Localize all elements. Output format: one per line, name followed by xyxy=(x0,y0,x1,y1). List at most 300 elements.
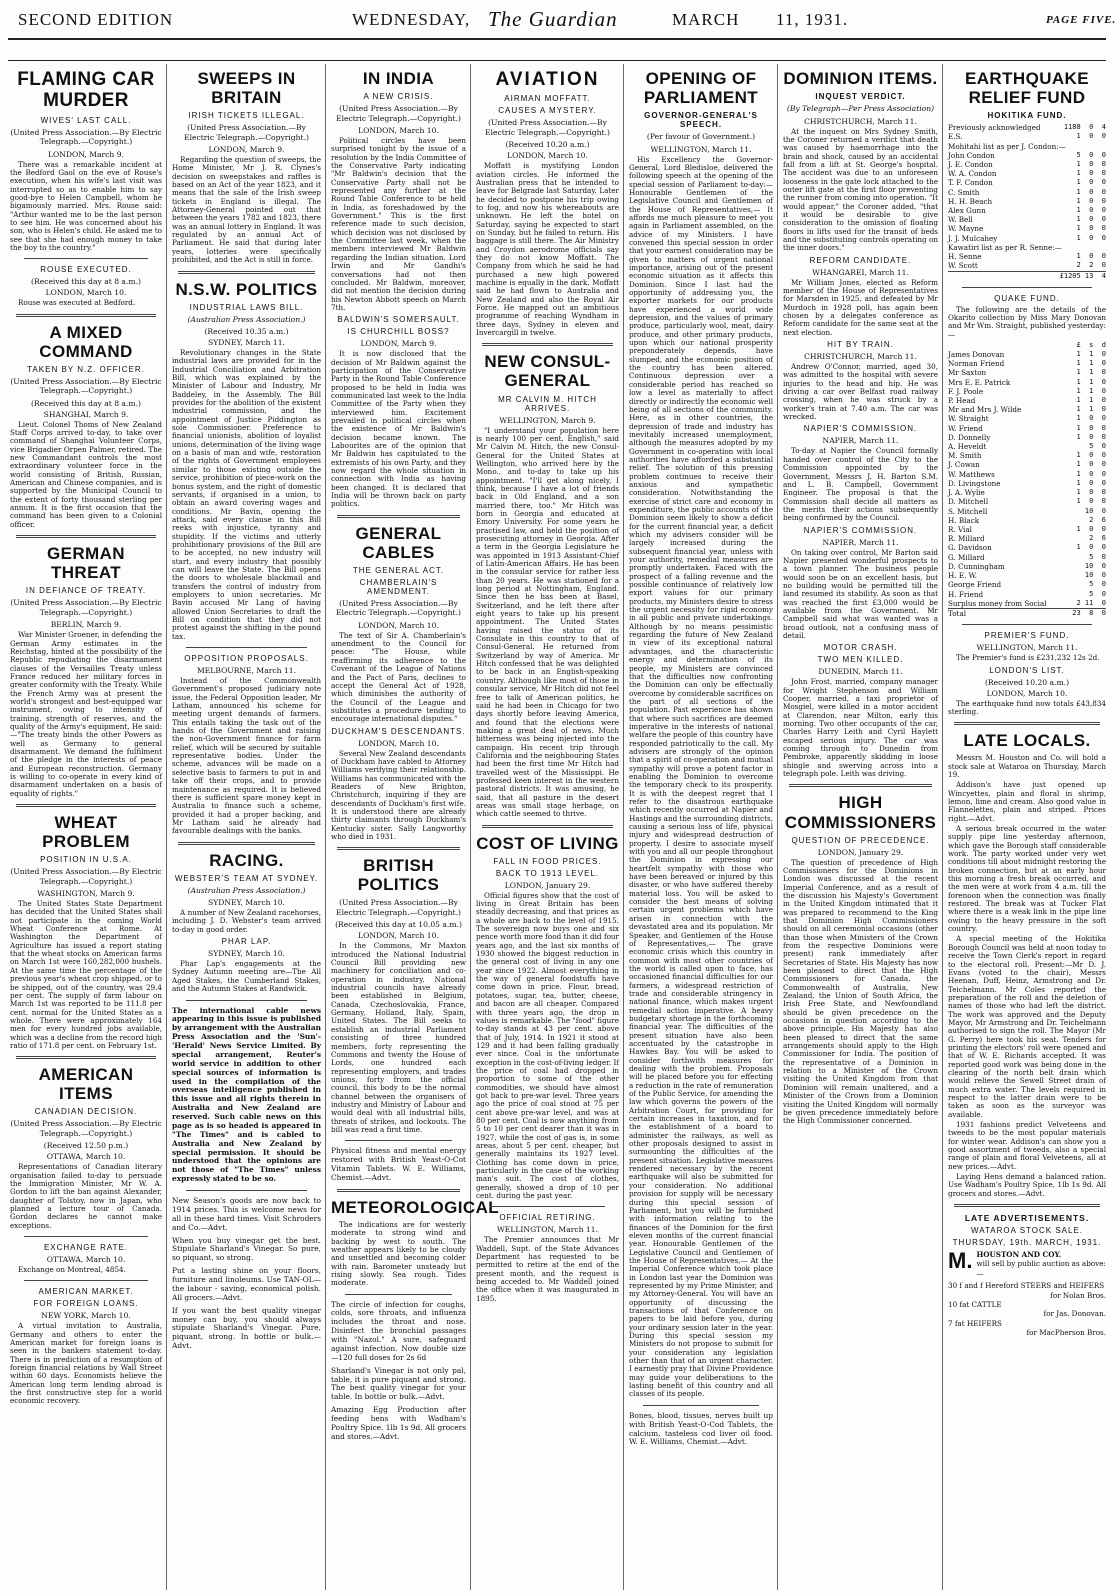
divider xyxy=(186,1000,307,1001)
divider xyxy=(337,1189,460,1192)
story-body: A virtual invitation to Australia, Germany and others to enter the American market for foreign loans is seen in the bankers statement to-day. There is in prediction of a resumption of foreign financial relations by Wall Street within 60 days. Economists believe the American long term lending abroad is the first constructive step for a world economic recovery. xyxy=(10,1321,162,1406)
lot-vendor: for MacPherson Bros. xyxy=(1026,1328,1106,1337)
dateline: WELLINGTON, March 9. xyxy=(499,415,596,425)
subscriber-name: James Donovan xyxy=(948,349,1005,359)
received-line: (Received 12.50 p.m.) xyxy=(43,1141,129,1151)
late-local-item: A special meeting of the Hokitika Borough Council was held at noon today to receive the Town Clerk's report in regard to the electoral roll. Present:—Mr D. J. Evans (voted to the chair), Messrs Heenan, Duff, Heinz, Armstrong and Dr. Teichelmann. Mr Coles reported the preparation of the roll and the deletion of names of those who had left the district. The work was approved and the Deputy Mayor, Mr Armstrong and Dr. Teichelmann authorised to sign the roll. The Mayor (Mr G. Perry) here took his seat. Tenders for printing the electors' roll were opened and that of W. E. Richards accepted. It was reported good work was being done in the clearing of the north belt drain which would relieve the Sewell Street drain of much extra water. The levels required in respect to the latter drain were to be taken as soon as the surveyor was available. xyxy=(948,934,1106,1119)
story-body: Mr William Jones, elected as Reform member of the House of Representatives for Marsden in 1925, and defeated by Mr Murdoch in 1928 poll, has again been chosen by a delegates conference as Reform candidate for the same seat at the next election. xyxy=(783,277,938,337)
column-1 xyxy=(6,64,166,1590)
dateline: LONDON, January 29. xyxy=(817,847,904,857)
masthead-rule xyxy=(8,38,1106,40)
subscription-line xyxy=(948,234,1106,243)
dateline: LONDON, March 9. xyxy=(360,339,437,349)
subscription-amount: 2 6 xyxy=(1089,515,1106,524)
late-local-item: A serious break occurred in the water supply pipe line yesterday afternoon, which gave the Borough staff considerable work. The party worked under very wet conditions till about midnight restoring the broken connection, but at an early hour this morning a fresh break occurred, and the men were at work from 4 a.m. till the forenoon when the connection was finally restored. The break was at Tucker Flat where there is a weak link in the pipe line owing to the heavy pressure in the soft country. xyxy=(948,824,1106,934)
subscription-line xyxy=(948,470,1106,479)
dateline: LONDON, March 10. xyxy=(358,620,439,630)
subscription-amount: 1188 0 4 xyxy=(1063,123,1106,132)
story-body: The text of Sir A. Chamberlain's amendment to the Council for peace: "The House, while reaffirming its adherence to the Covenant of the League of Nations and the Pact of Paris, declines to accept the General Act of 1928, which diminishes the authority of the Council of the League and substitutes a procedure tending to encourage international disputes." xyxy=(331,630,466,724)
subscriber-name: H. H. Beach xyxy=(948,196,993,206)
received-line: (Received 10.20 a.m.) xyxy=(984,677,1070,687)
subscription-amount: 2 6 xyxy=(1089,534,1106,543)
divider xyxy=(962,287,1092,288)
subscription-line xyxy=(948,359,1106,368)
story-reform-candidate xyxy=(783,256,938,337)
received-line: (Received 10.20 a.m.) xyxy=(505,140,590,150)
subscription-list xyxy=(948,350,1106,608)
story-body: War Minister Groener, in defending the German Army estimates in the Reichstag, hinted at the possibility of the Republic repudiating the disarmament clauses of the Versailles Treaty unless France reduced her military forces in greater conformity with the Treaty. While the French Army was at present the world's strongest and best-equipped war instrument, owing to intensity of training, strength of reserves, and the quality of the Army's equipment, He said:—"The treaty binds the other Powers as well as Germany to general disarmament. We demand the fulfilment of the pledge in the interests of peace and European reconstruction. Germany is willing to co-operate in every kind of disarmament undertaken on a basis of equality of rights." xyxy=(10,630,162,798)
story-body: Official figures show that the cost of living in Great Britain has been steadily decreasing, and that prices as a whole are back to the level of 1915. The sovereign now buys one and six pence worth more food than it did four years ago, and the last six months of 1930 showed the biggest reduction in the general cost of living in any one year since 1922. Almost everything in the way of general foodstuffs have come down in price. Flour, bread, potatoes, sugar, tea, butter, cheese, and bacon are all cheaper. Compared with three years ago, the drop in values is remarkable. The "food" figure to-day stands at 43 per cent. above that of July, 1914. In 1921 it stood at 129 and it had been falling gradually ever since. Coal is the unfortunate exception in the cost-of-living ledger. If the price of coal had dropped in proportion to some of the other commodities, we should have almost got back to pre-war level. Three years ago the price of coal stood at 75 per cent above pre-war level, and was at 80 per cent. Coal is now anything from 5 to 10 per cent dearer than it was in 1927, while the cost of gas is, in some areas, about 5 per cent. cheaper, but generally maintains its 1927 level. Clothing has come down in price, particularly in the case of the working man's suit. The cost of clothes, generally, showed a drop of 10 per cent. during the past year. xyxy=(476,890,619,1201)
story-body: On taking over control, Mr Barton said Napier presented wonderful prospects to a town planner. The business people would soon be on an excellent basis, but no building would be permitted till the land resumed its stability. As soon as that was reached the first £3,000 would be available from the Government. Mr Campbell said what was wanted was a broad outlook, not a confusing mass of detail. xyxy=(783,547,938,641)
subscriber-name: D. Donnelly xyxy=(948,432,991,442)
subscription-line xyxy=(948,178,1106,187)
story-napier-commission xyxy=(783,424,938,522)
story-rouse-executed xyxy=(10,265,162,307)
subscription-amount: 2 2 0 xyxy=(1076,261,1106,270)
story-german-threat xyxy=(10,544,162,798)
headline: WHEAT PROBLEM xyxy=(42,813,130,852)
divider xyxy=(178,842,315,845)
story-racing xyxy=(172,851,321,935)
advertisement: Amazing Egg Production after feeding hens with Wadham's Poultry Spice. 1lb 1s 9d. All grocers and stores.—Advt. xyxy=(331,1405,466,1441)
story-body: Phar Lap's engagements at the Sydney Autumn meeting are—The All Aged Stakes, the Cumberland Stakes, and the Autumn Stakes at Randwick. xyxy=(172,959,321,994)
divider xyxy=(16,535,156,538)
story-american-items xyxy=(10,1065,162,1230)
dateline: LONDON, January 29. xyxy=(504,880,591,890)
divider xyxy=(789,784,932,787)
month-label: MARCH xyxy=(672,10,740,29)
subscription-amount: 1 0 0 xyxy=(1076,488,1106,497)
story-body: The United States State Department has decided that the United States shall not participate in the coming World Wheat Conference at Rome. At Washington the Department of Agriculture has issued a report stating that the wheat stocks on American farms on March 1st were 160,282,000 bushels. At the same time the percentage of the previous year's wheat crop shipped, or to be shipped, out of the country, was 29.4 per cent. The supply of farm labour on March 1st was reported to be 111.8 per cent. normal for the United States as a whole. There were approximately 164 men for every hundred jobs available, which was a decline from the record high ratio of 171.8 per cent. on February 1st. xyxy=(10,899,162,1050)
subscriber-name: P. Head xyxy=(948,395,976,405)
subscription-amount: 1 1 0 xyxy=(1076,359,1106,368)
subscription-amount: 5 0 xyxy=(1089,580,1106,589)
weekday-label: WEDNESDAY, xyxy=(352,10,471,29)
divider xyxy=(16,1056,156,1059)
divider xyxy=(16,804,156,807)
credit-line: (Australian Press Association.) xyxy=(187,314,306,324)
story-body: Instead of the Commonwealth Government's proposed judiciary note issue, the Federal Opposition leader, Mr Latham, announced his scheme for meeting urgent demands of farmers. This entails taking the task out of the hands of the Government and raising the non-Government finance for farm relief, which will be secured by suitable representative bodies. Under the scheme, advances will be made on a selective basis to farmers to put in and take off their crops, and to provide maintenance as required. It is believed there is sufficient spare money kept in Australia to finance such a scheme, provided it had a proper backing, and Mr Latham said he already had favourable dealings with the banks. xyxy=(172,676,321,836)
subscription-amount: 2 11 0 xyxy=(1076,598,1106,607)
story-in-india xyxy=(331,69,466,312)
subscription-line xyxy=(948,378,1106,387)
dateline: BERLIN, March 9. xyxy=(50,620,122,630)
headline: IN INDIA xyxy=(362,69,435,88)
sale-date: THURSDAY, 19th. MARCH, 1931. xyxy=(952,1238,1102,1248)
lot-description: 10 fat CATTLE xyxy=(948,1299,1002,1309)
subheading: AIRMAN MOFFATT. xyxy=(504,94,591,104)
story-body: Moffatt is mystifying London aviation circles. He informed the Australian press that he intended to leave for Belgrade last Saturday. Later he decided to postpone his trip owing to fog, and now his whereabouts are unknown. He left the hotel on Saturday, saying he expected to start on Sunday, but he failed to return. His baggage is still there. The Air Ministry and Croydon aerodrome officials say they do not know Moffatt. The Company from which he said he had purchased a new high powered machine is equally in the dark. Moffatt said he had flown to Australia and New Zealand and also the Royal Air Force. He mapped out an ambitious programme of reaching Wyndham in three days, Sydney in eleven and Invercargill in twelve. xyxy=(476,161,619,338)
subscription-amount: 1 0 0 xyxy=(1076,423,1106,432)
subscription-line xyxy=(948,142,1106,151)
subscription-line xyxy=(948,350,1106,359)
subheading: HIT BY TRAIN. xyxy=(827,340,894,350)
subheading: A NEW CRISIS. xyxy=(363,92,434,102)
subheading: OFFICIAL RETIRING. xyxy=(499,1213,596,1223)
story-body: Lieut. Colonel Thoms of New Zealand Staff Corps arrived to-day, to take over command of Shanghai Volunteer Corps, vice Brigadier Orpen Palmer, retired. The new Commandant controls the most extraordinary volunteer force in the world consisting of British, Russian, American and Chinese companies, and is supported by the Municipal Council to the extent of forty thousand sterling per annum. It is the first occasion that the command has been given to a Colonial officer. xyxy=(10,419,162,529)
headline: NEW CONSUL-GENERAL xyxy=(484,352,611,391)
subscription-amount: 10 0 xyxy=(1084,506,1106,515)
masthead-rule-lower xyxy=(8,60,1106,61)
dateline: LONDON, March 10. xyxy=(358,126,439,135)
subscription-line xyxy=(948,188,1106,197)
column-rule xyxy=(325,64,326,1590)
divider xyxy=(643,1405,759,1406)
subscriber-name: John Condon xyxy=(948,150,995,160)
subscriber-name: Mohitahi list as per J. Condon:— xyxy=(948,141,1066,151)
subheading: PREMIER'S FUND. xyxy=(984,631,1070,641)
divider xyxy=(24,1236,148,1237)
late-locals-list xyxy=(948,754,1106,1198)
story-opposition-proposals xyxy=(172,654,321,836)
story-flaming-car xyxy=(10,69,162,252)
subscriber-name: J. A. Wylie xyxy=(948,488,985,498)
subscriber-name: M. Smith xyxy=(948,451,982,461)
edition-label: SECOND EDITION xyxy=(18,10,174,29)
column-4 xyxy=(472,64,623,1590)
subheading: EXCHANGE RATE. xyxy=(43,1243,129,1253)
subscription-amount: 1 0 0 xyxy=(1076,414,1106,423)
subscription-line xyxy=(948,451,1106,460)
subscriber-name: Norman Friend xyxy=(948,359,1005,369)
dateline: SYDNEY, March 10. xyxy=(208,949,285,959)
story-new-consul xyxy=(476,352,619,818)
subheading: MOTOR CRASH. xyxy=(823,643,898,653)
subscription-amount: 10 0 xyxy=(1084,571,1106,580)
credit-line: (United Press Association.—By Electric Telegraph.—Copyright.) xyxy=(336,104,461,123)
subscriber-name: D. Livingstone xyxy=(948,478,1001,488)
headline: COST OF LIVING xyxy=(476,833,619,853)
auctioneer-name: HOUSTON AND COY. xyxy=(976,1250,1062,1260)
page-number: PAGE FIVE. xyxy=(1046,14,1116,26)
headline: N.S.W. POLITICS xyxy=(175,279,318,299)
subscriber-name: J. E. Condon xyxy=(948,159,993,169)
story-exchange-rate xyxy=(10,1243,162,1274)
story-body: Regarding the question of sweeps, the Home Minister, Mr J. R. Clynes's decision on sweepstakes and raffles is based on an Act of the year 1823, and it means that the sale of the Irish sweep tickets in England is illegal. The Attorney-General pointed out that between the years 1782 and 1823, there was an annual lottery in England. It was regulated by an annual Act of Parliament. He said that during later years, lotteries were specifically prohibited, and the Act is still in force. xyxy=(172,155,321,265)
story-body: At the inquest on Mrs Sydney Smith, the Coroner returned a verdict that death was caused by haemorrhage into the brain and shock, caused by an accidental fall from a lift at St. George's hospital. The accident was due to an unforeseen looseness in the gate lock attached to the outer lift gate at the first floor preventing the runner from coming into operation. "It would appear," the Coroner added, "that it would be desirable to give consideration to the omission of floating floors in lifts used for the transit of beds and the substituting controls operating on the inner doors." xyxy=(783,126,938,253)
divider xyxy=(490,1206,605,1207)
subscriber-name: G. Davidson xyxy=(948,543,992,553)
advertisement: Sharland's Vinegar is not only pal, table, it is pure piquant and strong. The best quality vinegar for your table. In bottle or bulk.—Advt. xyxy=(331,1365,466,1402)
headline: GENERAL CABLES xyxy=(355,523,442,562)
story-british-politics xyxy=(331,856,466,1134)
subscriber-name: J. J. Mulcahey xyxy=(948,233,998,243)
story-london-list xyxy=(948,666,1106,717)
story-general-cables xyxy=(331,524,466,724)
column-rule xyxy=(777,64,778,1590)
dateline: OTTAWA, March 10. xyxy=(46,1152,126,1162)
subscription-line xyxy=(948,151,1106,160)
subscriber-name: H. Friend xyxy=(948,589,984,599)
story-late-locals xyxy=(948,731,1106,1198)
story-sweeps xyxy=(172,69,321,265)
subscription-amount: 5 0 xyxy=(1089,442,1106,451)
subheading: LATE ADVERTISEMENTS. xyxy=(964,1213,1090,1224)
subscriber-name: H. Black xyxy=(948,515,980,525)
story-body: "I understand your population here is nearly 100 per cent. English," said Mr Calvin M. Hitch, the new Consul-General for the United States at Wellington, who arrived here by the Mono., and to-day to take up his appointment. "I'll get along nicely, I think, because I have a lot of friends back in Old England, and a son married there, too." Mr Hitch was born in Georgia and educated at Emory University. For some years he practised law, and held the position of prosecuting attorney in Georgia. After a term in the Georgia Legislature he was appointed in 1913 Assistant-Chief of Latin-American Affairs. He has been in the consular service for rather less than 20 years. He was stationed for a long period at Nottingham, England. Since then he has been at Basel, Switzerland, and he left there after eight years to take up his present appointment. The United States having raised the status of its Consulate in this country to that of Consul-General. He returned from Switzerland by way of America. Mr Hitch confessed that he was delighted to be back in an English-speaking country. Although like most of those in consular service, Mr Hitch did not feel free to talk of American politics, he said he had been in Chicago for two days shortly before leaving America, and found that the elections were making a great deal of news. Much bitterness was being injected into the campaign. His recent trip through California and the neighbouring States had been the first time Mr Hitch had travelled west of the Mississippi. He professed keen interest in the western pastoral districts. It was amusing, he said, that all pasture in the desert areas was small stage herbage, on which cattle seemed to thrive. xyxy=(476,425,619,819)
subscriber-name: T. F. Condon xyxy=(948,178,993,188)
subheading: IRISH TICKETS ILLEGAL. xyxy=(188,111,305,121)
story-official-retiring xyxy=(476,1213,619,1303)
subheading: WEBSTER'S TEAM AT SYDNEY. xyxy=(174,873,319,883)
subscriber-name: W. A. Condon xyxy=(948,169,997,179)
subscription-line xyxy=(948,243,1106,252)
divider xyxy=(16,314,156,317)
column-rule xyxy=(623,64,624,1590)
subscription-line xyxy=(948,460,1106,469)
subscription-amount: 5 0 xyxy=(1089,552,1106,561)
subheading: PHAR LAP. xyxy=(221,937,272,947)
story-relief-fund xyxy=(948,69,1106,281)
headline: LATE LOCALS. xyxy=(963,731,1091,751)
headline: SWEEPS IN BRITAIN xyxy=(197,69,296,108)
lot-description: 30 f and f Hereford STEERS and HEIFERS xyxy=(948,1281,1105,1291)
story-body: Andrew O'Connor, married, aged 30, was admitted to the hospital with severe injuries to the head and hip. He was driving a car over Belfast road railway crossing, when he was struck by a worker's train at 7.40 a.m. The car was wrecked. xyxy=(783,362,938,422)
credit-line: (United Press Association.—By Electric Telegraph.—Copyright.) xyxy=(10,376,162,396)
dateline: MELBOURNE, March 11. xyxy=(196,666,296,676)
subscription-amount: 1 0 0 xyxy=(1076,252,1106,261)
advertisement: New Season's goods are now back to 1914 prices. This is welcome news for all in these hard times. Visit Schroders and Co.—Advt. xyxy=(172,1196,321,1232)
divider xyxy=(178,271,315,274)
subheading: CANADIAN DECISION. xyxy=(34,1107,138,1117)
headline: AMERICAN ITEMS xyxy=(38,1065,134,1104)
subscription-amount: 1 0 0 xyxy=(1076,159,1106,168)
subscription-amount: 1 0 0 xyxy=(1076,233,1106,242)
subheading: INQUEST VERDICT. xyxy=(815,92,906,102)
credit-line: (By Telegraph—Per Press Association) xyxy=(786,104,935,114)
subscription-list xyxy=(948,123,1106,271)
subscription-line xyxy=(948,206,1106,215)
dateline: CHRISTCHURCH, March 11. xyxy=(804,116,917,126)
column-5 xyxy=(625,64,777,1590)
subscription-amount: 1 0 0 xyxy=(1076,451,1106,460)
subscription-line xyxy=(948,479,1106,488)
subscription-line xyxy=(948,132,1106,141)
divider xyxy=(482,343,613,346)
lot-description: 7 fat HEIFERS xyxy=(948,1318,1002,1328)
story-phar-lap xyxy=(172,937,321,993)
sale-lot xyxy=(948,1300,1106,1319)
received-line: (Received this day at 8 a.m.) xyxy=(31,277,141,287)
subheading: CHAMBERLAIN'S AMENDMENT. xyxy=(359,577,438,596)
dateline: WELLINGTON, March 11. xyxy=(497,1225,598,1235)
newspaper-title: The Guardian xyxy=(488,7,618,31)
headline: A MIXED COMMAND xyxy=(39,322,133,361)
story-body: Rouse was executed at Bedford. xyxy=(18,298,136,308)
subscription-amount: 1 0 0 xyxy=(1076,187,1106,196)
column-2 xyxy=(168,64,325,1590)
divider xyxy=(962,624,1092,625)
story-body: John Frost, married, company manager for Wright Stephenson and William Cooper, married, a taxi proprietor of Mosgiel, were killed in a motor accident at Clarendon, near Milton, early this morning. Two other occupants of the car, Charles Harry Leith and Cyril Haylett escaped serious injury. The car was coming through to Dunedin from Pembroke, apparently skidding in loose shingle and swerving across into a telegraph pole. Leith was driving. xyxy=(783,677,938,779)
late-local-item: 1931 fashions predict Velveteens and tweeds to be the most popular materials for winter wear. Addison's can show you a good assortment of tweeds, also a special range of plain and floral Velveteens, all at new prices.—Advt. xyxy=(948,1120,1106,1171)
lot-list xyxy=(948,1281,1106,1337)
subscriber-name: R. Millard xyxy=(948,534,985,544)
subscription-amount: 1 0 0 xyxy=(1076,178,1106,187)
late-local-item: Messrs M. Houston and Co. will hold a stock sale at Wataroa on Thursday, March 19. xyxy=(948,753,1106,779)
story-opening-parliament xyxy=(629,69,773,1399)
credit-line: (United Press Association.—By Electric Telegraph.—Copyright.) xyxy=(485,118,610,137)
column-header: £ s d xyxy=(1076,340,1106,349)
divider xyxy=(24,1280,148,1281)
advertisement: If you want the best quality vinegar money can buy, you should always stipulate Sharland's Vinegar. Pure, piquant, strong. In bottle or bulk.—Advt. xyxy=(172,1305,321,1351)
headline: OPENING OF PARLIAMENT xyxy=(643,69,759,108)
subscription-amount: 1 0 0 xyxy=(1076,543,1106,552)
subscription-line xyxy=(948,197,1106,206)
headline: DOMINION ITEMS. xyxy=(783,69,938,88)
column-3 xyxy=(327,64,500,1590)
subscription-line xyxy=(948,252,1106,261)
dateline: LONDON, March 10. xyxy=(358,931,439,941)
subscriber-name: D. Mitchell xyxy=(948,497,989,507)
story-body: The earthquake fund now totals £43,834 sterling. xyxy=(948,698,1106,716)
subscription-amount: 1 1 0 xyxy=(1076,349,1106,358)
subscription-line xyxy=(948,562,1106,571)
subscription-amount: 5 0 xyxy=(1089,589,1106,598)
story-motor-crash xyxy=(783,643,938,778)
divider xyxy=(345,1140,452,1141)
credit-line: (United Press Association.—By Electric Telegraph.—Copyright.) xyxy=(10,127,162,147)
subheading: THE GENERAL ACT. xyxy=(352,565,445,575)
dateline: WELLINGTON, March 11. xyxy=(976,643,1078,653)
subscription-line xyxy=(948,442,1106,451)
credit-line: (United Press Association.—By Electric Telegraph.—Copyright.) xyxy=(336,898,461,917)
subscription-line xyxy=(948,534,1106,543)
credit-line: (United Press Association.—By Electric Telegraph.—Copyright.) xyxy=(10,867,162,886)
subscription-amount: 1 0 0 xyxy=(1076,497,1106,506)
story-premier-fund xyxy=(948,631,1106,662)
subscription-amount: 10 0 xyxy=(1084,561,1106,570)
subheading: NAPIER'S COMMISSION. xyxy=(803,424,918,434)
subscription-amount: 1 0 0 xyxy=(1076,215,1106,224)
subheading: WATAROA STOCK SALE. xyxy=(970,1226,1084,1236)
subscription-line xyxy=(948,169,1106,178)
story-body: Political circles have been surprised tonight by the issue of a resolution by the India Committee of the Conservative Party indicating "Mr Baldwin's decision that the Conservative Party shall not be represented any further at the Round Table Conference to be held in India, as foreshadowed by the Government." This is the first reference made to such decision, which decision was not disclosed by the Committee last week, when the members interviewed Mr Baldwin regarding the Indian situation. Lord Irwin and Mr Gandhi's conversations had not then concluded. Mr Baldwin, moreover, did not mention the decision during his Newton Abbott speech on March 7th. xyxy=(331,136,466,312)
dateline: LONDON, March 9. xyxy=(48,149,124,159)
story-body: The Premier announces that Mr Waddell, Supt. of the State Advances Department has requested to be permitted to retire at the end of the present month, and the request is being acceded to. Mr Waddell joined the office when it was inaugurated in 1895. xyxy=(476,1235,619,1303)
initial-letter: M. xyxy=(948,1248,973,1274)
subscriber-name: Mrs E. E. Patrick xyxy=(948,377,1011,387)
story-nsw-politics xyxy=(172,280,321,642)
subheading: WIVES' LAST CALL. xyxy=(40,115,132,125)
subheading: IS CHURCHILL BOSS? xyxy=(347,327,450,337)
subscription-line xyxy=(948,488,1106,497)
subscription-line xyxy=(948,516,1106,525)
dateline: WELLINGTON, March 11. xyxy=(650,144,752,154)
lot-vendor: for Nolan Bros. xyxy=(1050,1290,1106,1300)
advertisement: The circle of infection for coughs, colds, sore throats, and influenza includes the throat and nose. Disinfect the bronchial passages with "Nazol." A sure, safeguard against infection. Now double size—120 full doses for 2s 6d xyxy=(331,1299,466,1362)
fund-total: Total 23 8 0 xyxy=(948,608,1106,618)
subscription-amount: 1 1 0 xyxy=(1076,368,1106,377)
subheading: TAKEN BY N.Z. OFFICER. xyxy=(27,364,145,374)
column-7 xyxy=(944,64,1110,1590)
subscriber-name: H. E. W. xyxy=(948,571,978,581)
subscription-amount: 1 0 0 xyxy=(1076,460,1106,469)
subscription-line xyxy=(948,571,1106,580)
subscription-line xyxy=(948,525,1106,534)
subscription-line xyxy=(948,414,1106,423)
subscription-amount: 1 0 0 xyxy=(1076,132,1106,141)
auctioneer-notice xyxy=(948,1250,1106,1278)
story-body: His Excellency the Governor-General, Lord Bledisloe, delivered the following speech at the opening of the special session of Parliament to-day:— Honourable Gentlemen of the Legislative Council and Gentlemen of the House of Representatives,— It affords me much pleasure to meet you again in Parliament assembled, on the advice of my Ministers. I have convened this special session in order that your earnest consideration may be given to matters of urgent national importance, arising out of the present economic situation as it affects this Dominion. Since I last had the opportunity of addressing you, the exporter markets for our products have experienced a world wide depression, and the values of primary produce, particularly wool, meat, dairy produce, and other primary products, upon which our national prosperity preponderately depends, have slumped, and the economic position of the country has been altered. Continuous depression over a considerable period has reached so low a level as materially to affect directly or indirectly the economic well being of all sections of the community. Here, as in other countries, the depression of trade and industry has inevitably increased unemployment, although the measures adopted by my Government in co-operation with local authorities have afforded a substantial relief. The solution of this pressing problem continues to receive their anxious and sympathetic consideration. Notwithstanding the exercise of strict care and economy in expenditure, the public accounts of the Dominion seem likely to show a deficit for the current financial year, a deficit which my advisers consider will be largely increased during the subsequent financial year, unless with your authority, remedial measures are promptly undertaken. Faced with the prospect of a falling revenue and the possible continuance of relatively low export values for our primary products, my Ministers desire to stress the urgent necessity for rigid economy in all public and private undertakings. Although by no means pessimistic regarding the future of New Zealand in view of its exceptional natural advantages, and the characteristic energy and determination of its people, my Ministers are convinced that the difficulties now confronting the Dominion can only be effectually overcome by considerable sacrifices on the part of all sections of the population. Past experience has shown that where such sacrifices are deemed imperative in the interests of national welfare the people of this country have responded patriotically to the call. My advisers are strongly of the opinion that a spirit of co-operation and mutual sympathy will prove a potent factor in enabling the Dominion to overcome the temporary check to its prosperity. It is with the deepest regret that I refer to the disastrous earthquake which recently occurred at Napier and Hastings and the surrounding districts, causing a serious loss of life, physical injury and widespread destruction of property. I desire to associate myself with you and all our people throughout the Dominion in expressing our heartfelt sympathy with those who have been bereaved or injured by this disaster, or who have suffered thereby material loss. You will be asked to consider the best means of solving certain urgent problems which have arisen in connection with the devastated area and its population. Mr Speaker, and Gentlemen of the House of Representatives,— The grave economic crisis which this country in common with most other countries of the world is called upon to face, has occasioned financial difficulties for our farmers, a widespread restriction of trade and considerable stringency in national finance, which makes urgent remedial action imperative. A heavy budgetary shortage in the forthcoming financial year. The difficulties of the present situation have also been accentuated by the catastrophe in Hawkes Bay. You will be asked to consider forthwith measures for dealing with the problem. Proposals will be placed before you for effecting a reduction in the rate of remuneration of the Public Service, for amending the law which governs the powers of the Arbitration Court, for providing for certain increases in taxation, and for the establishment of a board to administer the railways, as well as other proposals designed to assist in surmounting the difficulties of the present situation. Legislative measures rendered necessary by the recent earthquake will also be submitted for your consideration. No additional provision for supply will be necessary during this special session of Parliament, but you will be furnished with information relating to the finances of the Dominion for the first eleven months of the current financial year. Honourable Gentlemen of the Legislative Council and Gentlemen of the House of Representatives,— At the Imperial Conference which took place in London last year the Dominion was represented by my Prime Minister, and my Attorney-General. You will have an opportunity of discussing the transactions of that Conference on papers to be laid before you, during your ordinary session later in the year. During this special session my Ministers do not propose to submit for your consideration any legislation other than that of an urgent character. I earnestly pray that Divine Providence may guide your deliberations to the lasting benefit of this country and all classes of its people. xyxy=(629,154,773,1399)
divider xyxy=(482,825,613,828)
subscription-amount: 1 1 0 xyxy=(1076,386,1106,395)
subheading: FALL IN FOOD PRICES. xyxy=(493,856,602,866)
advertisement: Put a lasting shine on your floors, furniture and linoleums. Use TAN-OL—the labour - saving, economical polish. All grocers.—Advt. xyxy=(172,1266,321,1302)
story-body: There was a remarkable incident at the Bedford Gaol on the eve of Rouse's execution, when his wife's last visit was interrupted so as to enable him to say good-bye to Helen Campbell, whom he bigamously married. Mrs. Rouse said: "Arthur wanted me to be the last person to see him. He was concerned about his son, who is Helen's child. He asked me to see that she had enough money to take the boy to the country." xyxy=(10,159,162,252)
story-baldwin xyxy=(331,315,466,509)
subscriber-name: Surplus money from Social xyxy=(948,598,1047,608)
headline: HIGH COMMISSIONERS xyxy=(784,793,937,832)
subscription-amount: 1 0 0 xyxy=(1076,196,1106,205)
subheading: TWO MEN KILLED. xyxy=(817,655,904,665)
subscription-amount: 5 0 0 xyxy=(1076,150,1106,159)
credit-line: (Per favour of Government.) xyxy=(646,132,756,142)
divider xyxy=(954,1204,1100,1207)
subscriber-name: W. Mayne xyxy=(948,224,984,234)
credit-line: (Australian Press Association.) xyxy=(187,885,306,895)
subheading: POSITION IN U.S.A. xyxy=(40,855,132,865)
story-aviation xyxy=(476,69,619,337)
subscription-amount: 1 0 0 xyxy=(1076,432,1106,441)
story-body: The Premier's fund is £231,232 12s 2d. xyxy=(956,653,1100,663)
subscriber-name: D. Cunningham xyxy=(948,561,1005,571)
subscription-line xyxy=(948,215,1106,224)
subscription-line xyxy=(948,507,1106,516)
subheading: BALDWIN'S SOMERSAULT. xyxy=(337,315,460,325)
subheading: ROUSE EXECUTED. xyxy=(40,265,132,275)
subscriber-name: A. Heveldt xyxy=(948,442,987,452)
divider xyxy=(337,847,460,850)
dateline: LONDON, March 10. xyxy=(986,688,1068,698)
dateline: LONDON, March 10. xyxy=(45,288,127,298)
subheading: AMERICAN MARKET. xyxy=(38,1287,134,1297)
story-quake-fund xyxy=(948,294,1106,619)
subscription-line xyxy=(948,160,1106,169)
dateline: SHANGHAI, March 9. xyxy=(43,409,129,419)
story-body: In the Commons, Mr Maxton introduced the National Industrial Council Bill providing new machinery for conciliation and co-operation in industry. National industrial councils have already been established in Belgium, Canada, Czechoslovakia, France, Germany, Holland, Italy, Spain, United States. The Bill seeks to establish an industrial Parliament consisting of three hundred members, forty representing the Commons and twenty the House of Lords, one hundred each representing employers, and trades unions, forty from the official council, this body to be the normal channel between the organisers of industry and Ministry of Labour and would deal with all industrial bills, threats of strikes, and lockouts. The bill was read a first time. xyxy=(331,941,466,1134)
masthead xyxy=(0,0,1114,64)
subscriber-name: G. Millard xyxy=(948,552,985,562)
subheading: IN DEFIANCE OF TREATY. xyxy=(25,586,147,596)
subscription-amount: 1 1 0 xyxy=(1076,377,1106,386)
subscriber-name: Previously acknowledged xyxy=(948,123,1041,133)
headline: RACING. xyxy=(209,850,284,870)
subscription-line xyxy=(948,424,1106,433)
subscription-line xyxy=(948,261,1106,270)
story-body: The question of precedence of High Commissioners for the Dominions in London was discussed at the recent Imperial Conference, and as a result of the discussion his Majesty's Government in the United Kingdom intimated that it was prepared to recommend to the King that Dominion High Commissioners should on all ceremonial occasions (other than those when Ministers of the Crown from the respective Dominions were present) rank immediately after Secretaries of State. His Majesty has now been pleased to direct that the High Commissioners for Canada, the Commonwealth of Australia, New Zealand, the Union of South Africa, the Irish Free State, and Newfoundland should be given precedence on the occasions in question according to the above principle. His Majesty has also been pleased to direct that the same arrangements should apply to the High Commissioner for India. The position of the representative of a Dominion in relation to a Minister of the Crown visiting the United Kingdom from that Dominion will remain unaltered, and a Minister of the Crown from a Dominion visiting the United Kingdom will normally be given precedence immediately before the High Commissioner concerned. xyxy=(783,857,938,1126)
subscription-line xyxy=(948,580,1106,589)
story-body: The indications are for westerly moderate to strong wind and backing by west to south. The weather appears likely to be cloudy and unsettled and becoming colder with rain. Barometer unsteady but rising slowly. Sea rough. Tides moderate. xyxy=(331,1219,466,1288)
headline: METEOROLOGICAL xyxy=(331,1197,500,1217)
subscription-line xyxy=(948,590,1106,599)
received-line: (Received this day at 10.05 a.m.) xyxy=(335,920,462,930)
subscriber-name: Alex Gunn xyxy=(948,206,986,216)
dateline: DUNEDIN, March 11. xyxy=(818,667,903,677)
story-body: Several New Zealand descendants of Duckham have cabled to Attorney Williams verifying their relationship. Williams has communicated with the Readers of New Brighton, Christchurch, inquiring if they are descendants of Duckham's first wife. It is understood there are already thirty claimants through Duckham's Kentucky sister. Sally Langworthy who died in 1931. xyxy=(331,748,466,841)
dateline: NAPIER, March 11. xyxy=(822,537,899,547)
subheading: INDUSTRIAL LAWS BILL. xyxy=(189,302,304,312)
subheading: QUESTION OF PRECEDENCE. xyxy=(791,835,930,845)
subheading: CAUSES A MYSTERY. xyxy=(498,106,597,116)
subscription-line xyxy=(948,497,1106,506)
headline: AVIATION xyxy=(495,69,600,90)
subscriber-name: Mr and Mrs J. Wilde xyxy=(948,405,1022,415)
credit-line: (United Press Association.—By Electric Telegraph.—Copyright.) xyxy=(336,598,461,618)
dateline: SYDNEY, March 11. xyxy=(208,338,285,348)
divider xyxy=(345,1294,452,1295)
subscriber-name: H. Senne xyxy=(948,252,982,262)
headline: BRITISH POLITICS xyxy=(357,856,440,895)
